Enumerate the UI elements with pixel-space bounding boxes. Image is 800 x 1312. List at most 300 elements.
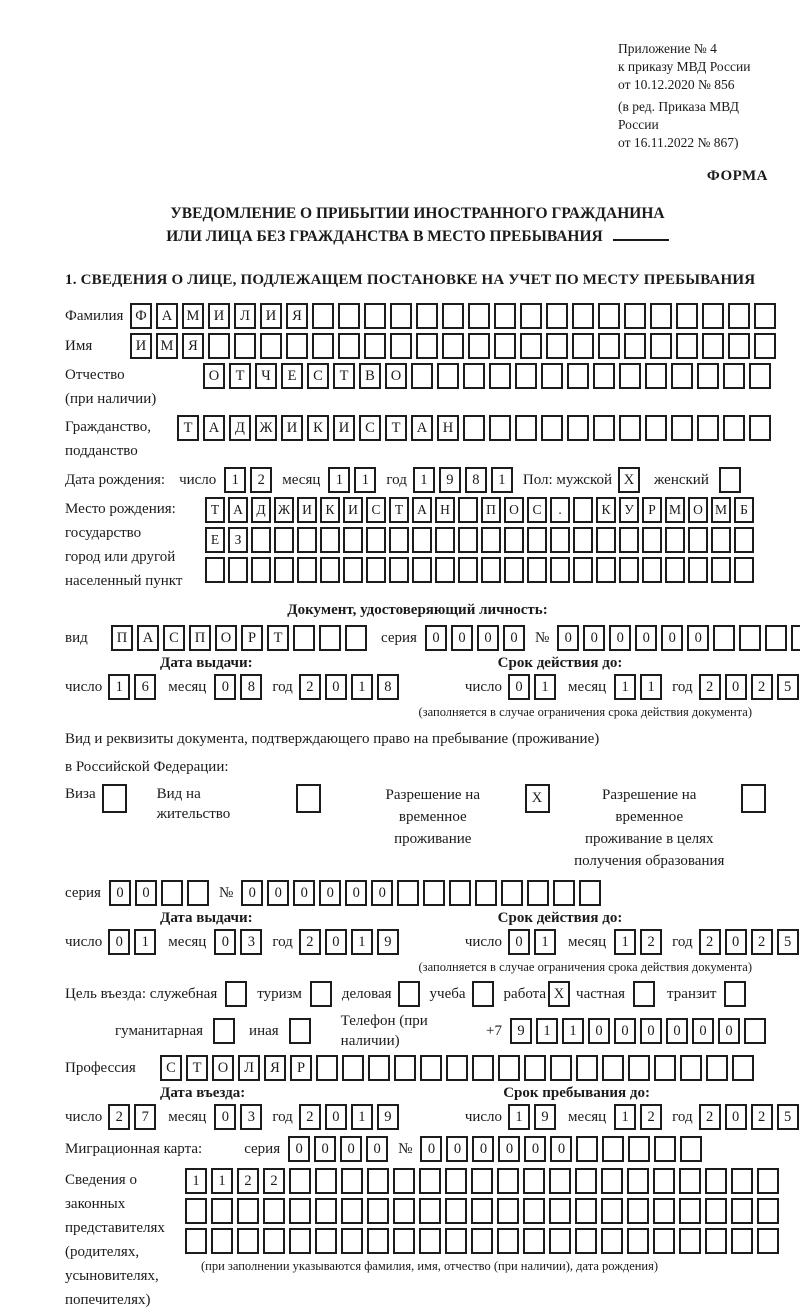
char-cell[interactable] (520, 303, 542, 329)
char-cell[interactable] (575, 1168, 597, 1194)
char-cell[interactable] (228, 557, 248, 583)
char-cell[interactable]: 6 (134, 674, 156, 700)
char-cell[interactable] (449, 880, 471, 906)
char-cell[interactable]: 0 (267, 880, 289, 906)
char-cell[interactable] (468, 303, 490, 329)
char-cell[interactable] (185, 1198, 207, 1224)
char-cell[interactable] (289, 1228, 311, 1254)
char-cell[interactable] (187, 880, 209, 906)
char-cell[interactable] (475, 880, 497, 906)
char-cell[interactable] (367, 1168, 389, 1194)
char-cell[interactable] (546, 333, 568, 359)
char-cell[interactable] (501, 880, 523, 906)
char-cell[interactable] (419, 1168, 441, 1194)
char-cell[interactable] (471, 1198, 493, 1224)
char-cell[interactable] (411, 363, 433, 389)
char-cell[interactable] (654, 1136, 676, 1162)
char-cell[interactable]: О (688, 497, 708, 523)
char-cell[interactable] (741, 784, 766, 813)
char-cell[interactable] (734, 557, 754, 583)
char-cell[interactable]: 0 (109, 880, 131, 906)
char-cell[interactable] (598, 333, 620, 359)
char-cell[interactable] (546, 303, 568, 329)
char-cell[interactable] (702, 333, 724, 359)
char-cell[interactable]: 2 (699, 1104, 721, 1130)
char-cell[interactable] (724, 981, 746, 1007)
char-cell[interactable]: 0 (666, 1018, 688, 1044)
char-cell[interactable] (472, 981, 494, 1007)
char-cell[interactable]: X (548, 981, 570, 1007)
char-cell[interactable]: Я (286, 303, 308, 329)
char-cell[interactable]: 0 (614, 1018, 636, 1044)
char-cell[interactable] (731, 1168, 753, 1194)
char-cell[interactable]: 2 (237, 1168, 259, 1194)
char-cell[interactable] (527, 557, 547, 583)
char-cell[interactable] (274, 527, 294, 553)
char-cell[interactable] (494, 333, 516, 359)
char-cell[interactable] (680, 1136, 702, 1162)
char-cell[interactable] (765, 625, 787, 651)
char-cell[interactable]: К (596, 497, 616, 523)
char-cell[interactable] (654, 1055, 676, 1081)
char-cell[interactable] (437, 363, 459, 389)
char-cell[interactable]: М (156, 333, 178, 359)
char-cell[interactable]: 9 (510, 1018, 532, 1044)
char-cell[interactable]: П (189, 625, 211, 651)
char-cell[interactable]: 0 (425, 625, 447, 651)
char-cell[interactable] (393, 1198, 415, 1224)
char-cell[interactable]: Б (734, 497, 754, 523)
char-cell[interactable] (389, 557, 409, 583)
char-cell[interactable]: 0 (498, 1136, 520, 1162)
char-cell[interactable] (393, 1168, 415, 1194)
char-cell[interactable] (731, 1198, 753, 1224)
char-cell[interactable] (757, 1228, 779, 1254)
char-cell[interactable]: О (212, 1055, 234, 1081)
char-cell[interactable] (289, 1018, 311, 1044)
char-cell[interactable] (237, 1228, 259, 1254)
char-cell[interactable] (341, 1168, 363, 1194)
char-cell[interactable] (645, 363, 667, 389)
char-cell[interactable] (723, 363, 745, 389)
char-cell[interactable] (481, 557, 501, 583)
char-cell[interactable]: 1 (614, 674, 636, 700)
char-cell[interactable]: 5 (777, 1104, 799, 1130)
char-cell[interactable] (550, 527, 570, 553)
char-cell[interactable]: 1 (614, 1104, 636, 1130)
char-cell[interactable]: А (137, 625, 159, 651)
char-cell[interactable] (338, 333, 360, 359)
char-cell[interactable]: 0 (345, 880, 367, 906)
char-cell[interactable] (315, 1168, 337, 1194)
char-cell[interactable]: 1 (211, 1168, 233, 1194)
char-cell[interactable]: 1 (134, 929, 156, 955)
char-cell[interactable] (757, 1198, 779, 1224)
char-cell[interactable]: Т (333, 363, 355, 389)
char-cell[interactable] (728, 303, 750, 329)
char-cell[interactable]: 2 (263, 1168, 285, 1194)
char-cell[interactable] (504, 557, 524, 583)
char-cell[interactable] (665, 557, 685, 583)
char-cell[interactable]: О (504, 497, 524, 523)
char-cell[interactable] (458, 557, 478, 583)
char-cell[interactable]: 1 (536, 1018, 558, 1044)
char-cell[interactable] (315, 1198, 337, 1224)
char-cell[interactable] (653, 1228, 675, 1254)
char-cell[interactable] (471, 1168, 493, 1194)
char-cell[interactable]: 0 (241, 880, 263, 906)
char-cell[interactable] (497, 1228, 519, 1254)
char-cell[interactable] (472, 1055, 494, 1081)
char-cell[interactable]: С (163, 625, 185, 651)
char-cell[interactable] (541, 363, 563, 389)
char-cell[interactable]: С (359, 415, 381, 441)
char-cell[interactable]: М (711, 497, 731, 523)
char-cell[interactable]: Р (642, 497, 662, 523)
char-cell[interactable] (550, 1055, 572, 1081)
char-cell[interactable]: Д (251, 497, 271, 523)
char-cell[interactable] (366, 557, 386, 583)
char-cell[interactable]: 0 (524, 1136, 546, 1162)
char-cell[interactable] (633, 981, 655, 1007)
char-cell[interactable]: 8 (240, 674, 262, 700)
char-cell[interactable]: 3 (240, 929, 262, 955)
char-cell[interactable] (234, 333, 256, 359)
char-cell[interactable] (393, 1228, 415, 1254)
char-cell[interactable] (274, 557, 294, 583)
char-cell[interactable] (624, 333, 646, 359)
char-cell[interactable]: 1 (351, 674, 373, 700)
char-cell[interactable] (367, 1198, 389, 1224)
char-cell[interactable]: 0 (725, 1104, 747, 1130)
char-cell[interactable] (679, 1168, 701, 1194)
char-cell[interactable]: 0 (214, 929, 236, 955)
char-cell[interactable] (665, 527, 685, 553)
char-cell[interactable] (251, 557, 271, 583)
char-cell[interactable] (419, 1198, 441, 1224)
char-cell[interactable]: Я (182, 333, 204, 359)
char-cell[interactable]: 1 (640, 674, 662, 700)
char-cell[interactable] (338, 303, 360, 329)
char-cell[interactable]: А (412, 497, 432, 523)
char-cell[interactable]: Т (389, 497, 409, 523)
char-cell[interactable]: 2 (108, 1104, 130, 1130)
char-cell[interactable]: 1 (224, 467, 246, 493)
char-cell[interactable] (315, 1228, 337, 1254)
char-cell[interactable] (550, 557, 570, 583)
char-cell[interactable] (343, 557, 363, 583)
char-cell[interactable] (442, 333, 464, 359)
char-cell[interactable] (628, 1136, 650, 1162)
char-cell[interactable]: 0 (725, 674, 747, 700)
char-cell[interactable]: Ч (255, 363, 277, 389)
char-cell[interactable] (225, 981, 247, 1007)
char-cell[interactable]: 1 (351, 929, 373, 955)
char-cell[interactable] (312, 333, 334, 359)
char-cell[interactable]: 0 (477, 625, 499, 651)
char-cell[interactable]: М (182, 303, 204, 329)
char-cell[interactable]: 2 (699, 674, 721, 700)
char-cell[interactable] (364, 333, 386, 359)
char-cell[interactable] (312, 303, 334, 329)
char-cell[interactable] (296, 784, 321, 813)
char-cell[interactable] (446, 1055, 468, 1081)
char-cell[interactable]: X (618, 467, 640, 493)
char-cell[interactable]: 2 (640, 1104, 662, 1130)
char-cell[interactable] (679, 1228, 701, 1254)
char-cell[interactable] (549, 1168, 571, 1194)
char-cell[interactable] (575, 1198, 597, 1224)
char-cell[interactable] (734, 527, 754, 553)
char-cell[interactable]: 7 (134, 1104, 156, 1130)
char-cell[interactable]: Д (229, 415, 251, 441)
char-cell[interactable] (628, 1055, 650, 1081)
char-cell[interactable] (749, 363, 771, 389)
char-cell[interactable] (523, 1168, 545, 1194)
char-cell[interactable] (494, 303, 516, 329)
char-cell[interactable]: О (203, 363, 225, 389)
char-cell[interactable]: Т (229, 363, 251, 389)
char-cell[interactable] (732, 1055, 754, 1081)
char-cell[interactable] (289, 1198, 311, 1224)
char-cell[interactable]: 1 (534, 929, 556, 955)
char-cell[interactable]: 1 (351, 1104, 373, 1130)
char-cell[interactable] (435, 527, 455, 553)
char-cell[interactable] (576, 1136, 598, 1162)
char-cell[interactable] (671, 415, 693, 441)
char-cell[interactable] (237, 1198, 259, 1224)
char-cell[interactable] (602, 1136, 624, 1162)
char-cell[interactable] (442, 303, 464, 329)
char-cell[interactable]: У (619, 497, 639, 523)
char-cell[interactable]: П (481, 497, 501, 523)
char-cell[interactable] (343, 527, 363, 553)
char-cell[interactable] (316, 1055, 338, 1081)
char-cell[interactable] (653, 1198, 675, 1224)
char-cell[interactable]: Н (437, 415, 459, 441)
char-cell[interactable] (549, 1228, 571, 1254)
char-cell[interactable]: 0 (451, 625, 473, 651)
char-cell[interactable] (504, 527, 524, 553)
char-cell[interactable]: 1 (185, 1168, 207, 1194)
char-cell[interactable]: 3 (240, 1104, 262, 1130)
char-cell[interactable] (161, 880, 183, 906)
char-cell[interactable]: 0 (635, 625, 657, 651)
char-cell[interactable] (642, 557, 662, 583)
char-cell[interactable] (619, 363, 641, 389)
char-cell[interactable] (627, 1168, 649, 1194)
char-cell[interactable]: К (307, 415, 329, 441)
char-cell[interactable] (619, 527, 639, 553)
char-cell[interactable] (213, 1018, 235, 1044)
char-cell[interactable] (394, 1055, 416, 1081)
char-cell[interactable] (527, 527, 547, 553)
char-cell[interactable] (567, 415, 589, 441)
char-cell[interactable] (593, 415, 615, 441)
char-cell[interactable] (397, 880, 419, 906)
char-cell[interactable]: 0 (661, 625, 683, 651)
char-cell[interactable] (553, 880, 575, 906)
char-cell[interactable]: . (550, 497, 570, 523)
char-cell[interactable] (702, 303, 724, 329)
char-cell[interactable] (579, 880, 601, 906)
char-cell[interactable] (205, 557, 225, 583)
char-cell[interactable]: 0 (503, 625, 525, 651)
char-cell[interactable] (567, 363, 589, 389)
char-cell[interactable]: 0 (718, 1018, 740, 1044)
char-cell[interactable] (345, 625, 367, 651)
char-cell[interactable] (596, 527, 616, 553)
char-cell[interactable]: Т (177, 415, 199, 441)
char-cell[interactable] (211, 1228, 233, 1254)
char-cell[interactable] (297, 557, 317, 583)
char-cell[interactable] (458, 497, 478, 523)
char-cell[interactable]: В (359, 363, 381, 389)
char-cell[interactable] (757, 1168, 779, 1194)
char-cell[interactable]: 1 (328, 467, 350, 493)
char-cell[interactable]: 8 (465, 467, 487, 493)
char-cell[interactable] (527, 880, 549, 906)
char-cell[interactable] (523, 1198, 545, 1224)
char-cell[interactable] (515, 363, 537, 389)
char-cell[interactable] (754, 333, 776, 359)
char-cell[interactable]: 5 (777, 929, 799, 955)
char-cell[interactable] (489, 363, 511, 389)
char-cell[interactable] (286, 333, 308, 359)
char-cell[interactable] (368, 1055, 390, 1081)
char-cell[interactable] (688, 527, 708, 553)
char-cell[interactable]: 0 (293, 880, 315, 906)
char-cell[interactable] (445, 1228, 467, 1254)
char-cell[interactable]: Ф (130, 303, 152, 329)
char-cell[interactable]: А (156, 303, 178, 329)
char-cell[interactable] (679, 1198, 701, 1224)
char-cell[interactable]: 2 (699, 929, 721, 955)
char-cell[interactable]: 1 (508, 1104, 530, 1130)
char-cell[interactable] (463, 363, 485, 389)
char-cell[interactable]: 0 (692, 1018, 714, 1044)
char-cell[interactable] (366, 527, 386, 553)
char-cell[interactable] (541, 415, 563, 441)
char-cell[interactable]: И (297, 497, 317, 523)
char-cell[interactable]: 2 (751, 929, 773, 955)
char-cell[interactable] (423, 880, 445, 906)
char-cell[interactable]: 2 (640, 929, 662, 955)
char-cell[interactable] (711, 527, 731, 553)
char-cell[interactable]: А (203, 415, 225, 441)
char-cell[interactable]: 0 (725, 929, 747, 955)
char-cell[interactable]: 9 (534, 1104, 556, 1130)
char-cell[interactable] (445, 1168, 467, 1194)
char-cell[interactable] (697, 415, 719, 441)
char-cell[interactable] (697, 363, 719, 389)
char-cell[interactable]: 0 (446, 1136, 468, 1162)
char-cell[interactable]: Л (238, 1055, 260, 1081)
char-cell[interactable] (576, 1055, 598, 1081)
char-cell[interactable]: 1 (491, 467, 513, 493)
char-cell[interactable]: 0 (583, 625, 605, 651)
char-cell[interactable] (419, 1228, 441, 1254)
char-cell[interactable] (601, 1168, 623, 1194)
char-cell[interactable] (310, 981, 332, 1007)
char-cell[interactable]: 0 (135, 880, 157, 906)
char-cell[interactable]: Т (385, 415, 407, 441)
char-cell[interactable]: 0 (214, 674, 236, 700)
char-cell[interactable]: 0 (472, 1136, 494, 1162)
char-cell[interactable] (572, 333, 594, 359)
char-cell[interactable] (463, 415, 485, 441)
char-cell[interactable] (650, 303, 672, 329)
char-cell[interactable] (653, 1168, 675, 1194)
char-cell[interactable] (208, 333, 230, 359)
char-cell[interactable] (102, 784, 127, 813)
char-cell[interactable] (676, 333, 698, 359)
char-cell[interactable]: 8 (377, 674, 399, 700)
char-cell[interactable] (398, 981, 420, 1007)
char-cell[interactable]: 1 (534, 674, 556, 700)
char-cell[interactable] (593, 363, 615, 389)
char-cell[interactable] (263, 1228, 285, 1254)
char-cell[interactable] (706, 1055, 728, 1081)
char-cell[interactable] (573, 557, 593, 583)
char-cell[interactable] (619, 415, 641, 441)
char-cell[interactable] (619, 557, 639, 583)
char-cell[interactable]: 1 (413, 467, 435, 493)
char-cell[interactable] (549, 1198, 571, 1224)
char-cell[interactable] (263, 1198, 285, 1224)
char-cell[interactable] (627, 1228, 649, 1254)
char-cell[interactable]: Т (267, 625, 289, 651)
char-cell[interactable]: 1 (614, 929, 636, 955)
char-cell[interactable] (627, 1198, 649, 1224)
char-cell[interactable] (211, 1198, 233, 1224)
char-cell[interactable]: И (333, 415, 355, 441)
char-cell[interactable]: О (385, 363, 407, 389)
char-cell[interactable]: 2 (751, 674, 773, 700)
char-cell[interactable] (650, 333, 672, 359)
char-cell[interactable]: 1 (354, 467, 376, 493)
char-cell[interactable] (319, 625, 341, 651)
char-cell[interactable]: Ж (255, 415, 277, 441)
char-cell[interactable]: 1 (108, 674, 130, 700)
char-cell[interactable] (575, 1228, 597, 1254)
char-cell[interactable] (573, 497, 593, 523)
char-cell[interactable]: И (281, 415, 303, 441)
char-cell[interactable]: С (160, 1055, 182, 1081)
char-cell[interactable] (728, 333, 750, 359)
char-cell[interactable] (705, 1198, 727, 1224)
char-cell[interactable] (458, 527, 478, 553)
char-cell[interactable]: М (665, 497, 685, 523)
char-cell[interactable]: С (366, 497, 386, 523)
char-cell[interactable] (601, 1228, 623, 1254)
char-cell[interactable]: Ж (274, 497, 294, 523)
char-cell[interactable] (412, 557, 432, 583)
char-cell[interactable]: 0 (508, 929, 530, 955)
char-cell[interactable] (497, 1198, 519, 1224)
char-cell[interactable] (390, 333, 412, 359)
char-cell[interactable] (671, 363, 693, 389)
char-cell[interactable]: Е (205, 527, 225, 553)
char-cell[interactable]: 2 (299, 674, 321, 700)
char-cell[interactable] (416, 303, 438, 329)
char-cell[interactable]: 0 (325, 929, 347, 955)
char-cell[interactable]: 0 (314, 1136, 336, 1162)
char-cell[interactable]: 2 (250, 467, 272, 493)
char-cell[interactable] (754, 303, 776, 329)
char-cell[interactable]: 0 (319, 880, 341, 906)
char-cell[interactable]: Н (435, 497, 455, 523)
